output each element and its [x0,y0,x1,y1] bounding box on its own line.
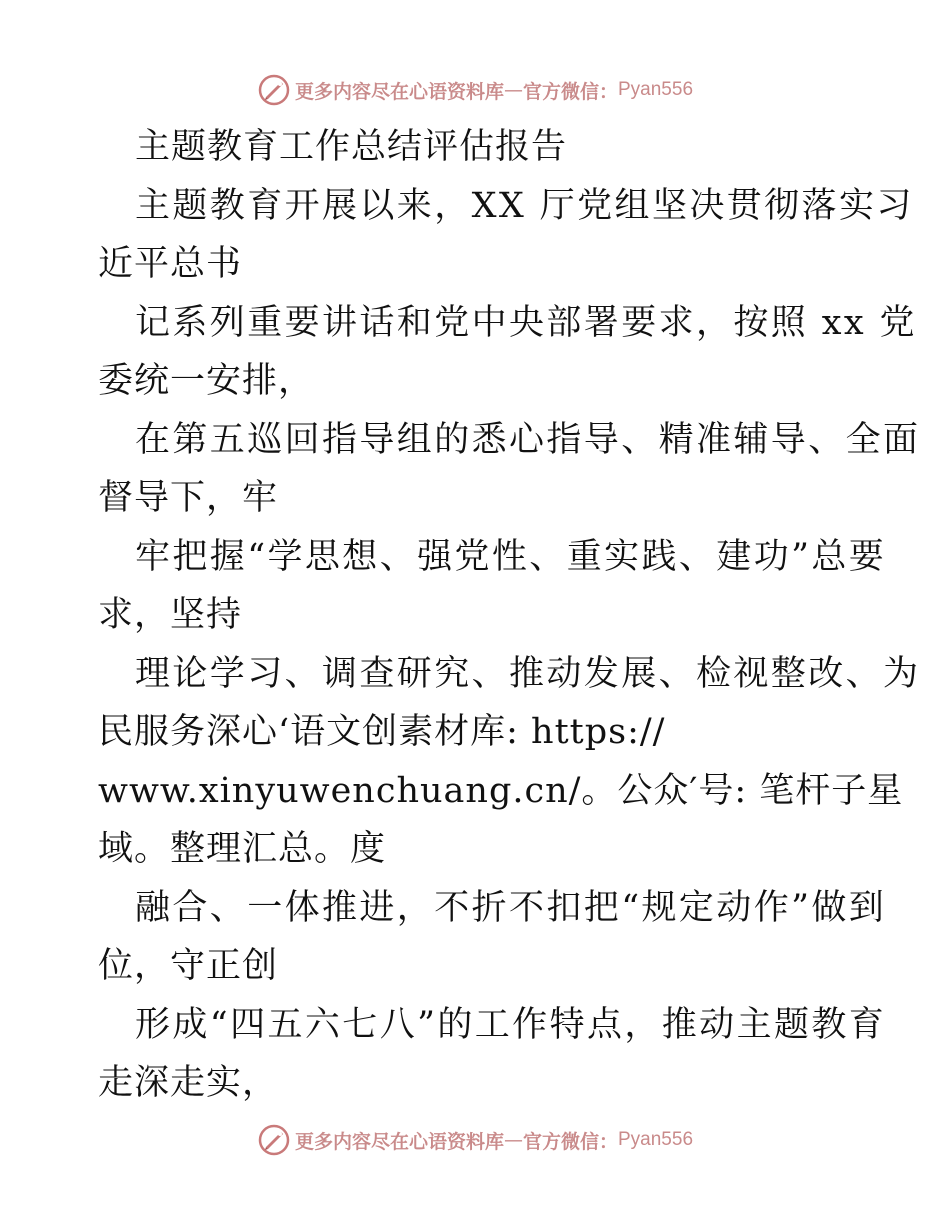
text-line: 近平总书 [98,244,243,284]
watermark-promo-text: 更多内容尽在心语资料库 [294,1130,504,1153]
watermark-dash: — [503,1129,523,1151]
text-line: 主题教育开展以来，XX 厅党组坚决贯彻落实习 [135,185,914,226]
text-line: 域。整理汇总。度 [98,829,387,869]
document-body [98,118,921,1113]
text-line: 理论学习、调查研究、推动发展、检视整改、为 [135,653,921,694]
text-line: 委统一安排， [98,361,315,401]
text-line: 求，坚持 [98,595,243,635]
text-line: 走深走实， [98,1063,279,1103]
text-line: 在第五巡回指导组的悉心指导、精准辅导、全面 [135,419,921,460]
watermark-wechat-id: Pyan556 [618,79,694,100]
footer-watermark [0,1120,950,1160]
watermark-wechat-label: 官方微信： [522,80,618,103]
text-line: 牢把握“学思想、强党性、重实践、建功”总要 [135,536,887,577]
watermark-dash: — [503,79,523,101]
text-line: 位，守正创 [98,946,279,986]
watermark-wechat-label: 官方微信： [522,1130,618,1153]
text-line: www.xinyuwenchuang.cn/。公众′号: 笔杆子星 [98,770,904,811]
document-title: 主题教育工作总结评估报告 [135,127,568,167]
text-line: 形成“四五六七八”的工作特点，推动主题教育 [135,1004,887,1045]
text-line: 督导下，牢 [98,478,279,518]
watermark-wechat-id: Pyan556 [618,1129,694,1150]
text-line: 融合、一体推进，不折不扣把“规定动作”做到 [135,887,887,928]
watermark-promo-text: 更多内容尽在心语资料库 [294,80,504,103]
quill-logo-icon [257,1123,291,1157]
quill-logo-icon [257,73,291,107]
text-line: 记系列重要讲话和党中央部署要求，按照 xx 党 [135,302,917,343]
text-line: 民服务深心‘语文创素材库: https:// [98,712,666,752]
header-watermark [0,70,950,110]
